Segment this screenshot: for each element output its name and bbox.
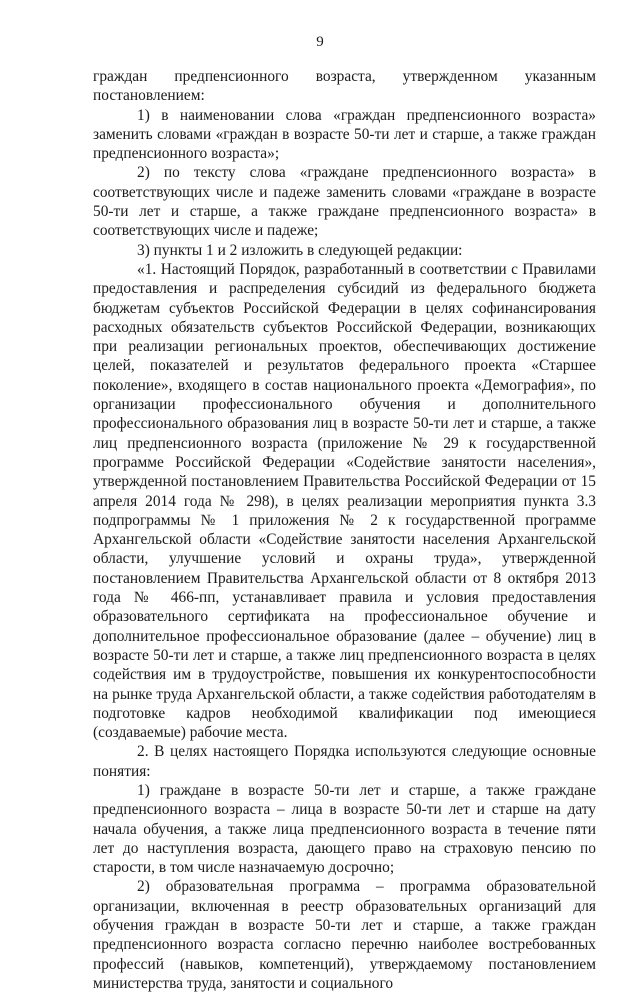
page-number: 9	[316, 34, 324, 50]
paragraph-item-1: 1) в наименовании слова «граждан предпенсионного возраста» заменить словами «граждан в возрасте 50-ти лет и старше, а также граждан предпенсионного возраста»;	[93, 106, 596, 163]
document-body	[93, 67, 596, 993]
paragraph-clause-1: «1. Настоящий Порядок, разработанный в соответствии с Правилами предоставления и распределения субсидий из федерального бюджета бюджетам субъектов Российской Федерации в целях софинансирования расходных обязательств субъектов Российской Федерации, возникающих при реализации региональных проектов, обеспечивающих достижение целей, показателей и результатов федерального проекта «Старшее поколение», входящего в состав национального проекта «Демография», по организации профессионального обучения и дополнительного профессионального образования лиц в возрасте 50-ти лет и старше, а также лиц предпенсионного возраста (приложение № 29 к государственной программе Российской Федерации «Содействие занятости населения», утвержденной постановлением Правительства Российской Федерации от 15 апреля 2014 года № 298), в целях реализации мероприятия пункта 3.3 подпрограммы № 1 приложения № 2 к государственной программе Архангельской области «Содействие занятости населения Архангельской области, улучшение условий и охраны труда», утвержденной постановлением Правительства Архангельской области от 8 октября 2013 года № 466-пп, устанавливает правила и условия предоставления образовательного сертификата на профессиональное обучение и дополнительное профессиональное образование (далее – обучение) лиц в возрасте 50-ти лет и старше, а также лиц предпенсионного возраста в целях содействия им в трудоустройстве, повышения их конкурентоспособности на рынке труда Архангельской области, а также содействия работодателям в подготовке кадров необходимой квалификации под имеющиеся (создаваемые) рабочие места.	[93, 260, 596, 742]
paragraph-item-2: 2) по тексту слова «граждане предпенсионного возраста» в соответствующих числе и падеже заменить словами «граждане в возрасте 50-ти лет и старше, а также граждане предпенсионного возраста» в соответствующих числе и падеже;	[93, 164, 596, 240]
paragraph-definition-1: 1) граждане в возрасте 50-ти лет и старше, а также граждане предпенсионного возраста – лица в возрасте 50-ти лет и старше на дату начала обучения, а также лица предпенсионного возраста в течение пяти лет до наступления возраста, дающего право на страховую пенсию по старости, в том числе назначаемую досрочно;	[93, 781, 596, 877]
paragraph-clause-2: 2. В целях настоящего Порядка используются следующие основные понятия:	[93, 743, 596, 780]
paragraph-definition-2: 2) образовательная программа – программа образовательной организации, включенная в реестр образовательных организаций для обучения граждан в возрасте 50-ти лет и старше, а также граждан предпенсионного возраста согласно перечню наиболее востребованных профессий (навыков, компетенций), утверждаемому постановлением министерства труда, занятости и социального	[93, 878, 596, 992]
paragraph-item-3: 3) пункты 1 и 2 изложить в следующей редакции:	[137, 241, 463, 259]
paragraph-intro: граждан предпенсионного возраста, утвержденном указанным постановлением:	[93, 68, 596, 105]
